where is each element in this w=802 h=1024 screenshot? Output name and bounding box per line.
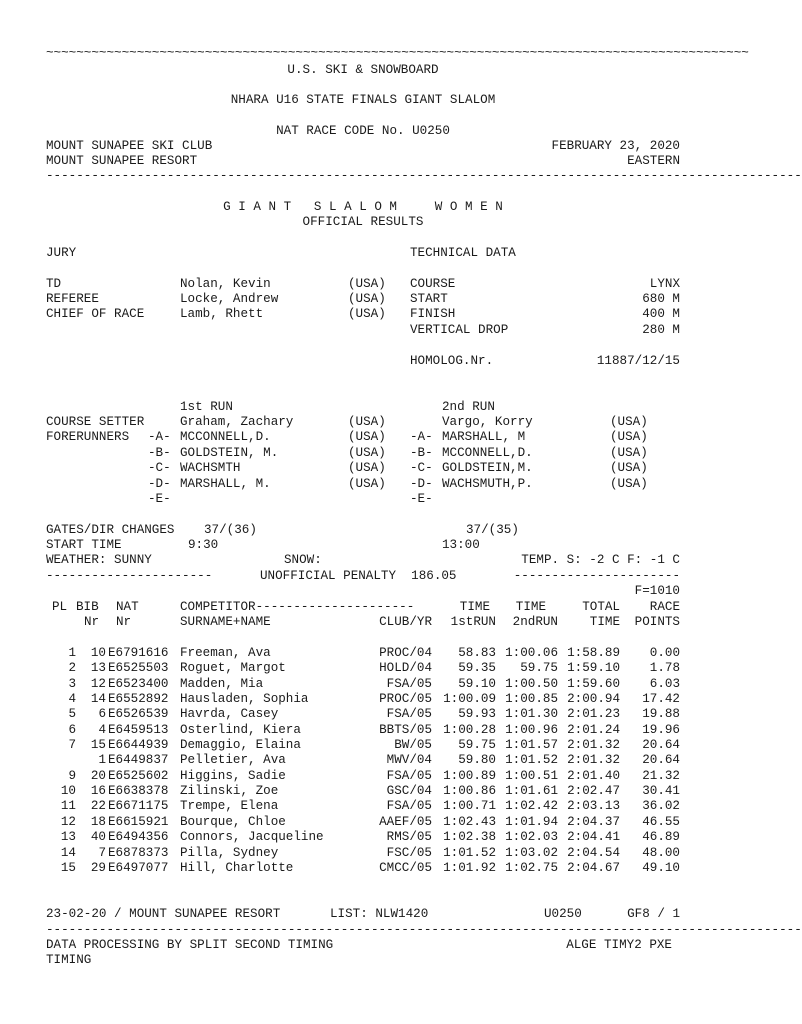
table-row bbox=[46, 769, 686, 784]
cell-points: 17.42 bbox=[642, 692, 680, 706]
cell-club: HOLD/04 bbox=[379, 661, 432, 675]
footer-list: LIST: NLW1420 bbox=[330, 907, 429, 921]
homolog-row bbox=[46, 354, 686, 369]
setter1-name: Graham, Zachary bbox=[180, 415, 294, 429]
cell-club: GSC/04 bbox=[386, 784, 432, 798]
cell-bib: 6 bbox=[98, 707, 106, 721]
table-row bbox=[46, 815, 686, 830]
cell-club: MWV/04 bbox=[386, 753, 432, 767]
gates-row bbox=[46, 523, 686, 538]
col-nat: NAT bbox=[116, 600, 139, 614]
cell-nat-code: E6644939 bbox=[108, 738, 169, 752]
cell-bib: 16 bbox=[90, 784, 106, 798]
forerunner-code: -C- bbox=[410, 461, 433, 475]
forerunner-nation: (USA) bbox=[610, 446, 648, 460]
col-1strun: 1stRUN bbox=[450, 615, 496, 629]
timing-equipment: ALGE TIMY2 PXE bbox=[566, 938, 672, 952]
cell-bib: 12 bbox=[90, 677, 106, 691]
table-row bbox=[46, 753, 686, 768]
col-time2: TIME bbox=[515, 600, 546, 614]
run2-heading: 2nd RUN bbox=[442, 400, 495, 414]
footer-date-place: 23-02-20 / MOUNT SUNAPEE RESORT bbox=[46, 907, 281, 921]
cell-points: 20.64 bbox=[642, 738, 680, 752]
start-time-label: START TIME bbox=[46, 538, 122, 552]
cell-run2: 1:02.42 bbox=[505, 799, 558, 813]
cell-pl: 10 bbox=[60, 784, 76, 798]
cell-total: 2:01.32 bbox=[567, 753, 620, 767]
tech-label: FINISH bbox=[410, 307, 456, 321]
cell-competitor-name: Higgins, Sadie bbox=[180, 769, 286, 783]
cell-total: 2:00.94 bbox=[567, 692, 620, 706]
col-bib-nr: Nr bbox=[84, 615, 100, 629]
jury-member-name: Nolan, Kevin bbox=[180, 277, 271, 291]
col-2ndrun: 2ndRUN bbox=[512, 615, 558, 629]
cell-club: PROC/04 bbox=[379, 646, 432, 660]
cell-club: FSA/05 bbox=[386, 769, 432, 783]
forerunners-label: FORERUNNERS bbox=[46, 430, 130, 444]
penalty-row bbox=[46, 569, 686, 584]
cell-run2: 1:01.57 bbox=[505, 738, 558, 752]
cell-pl: 7 bbox=[68, 738, 76, 752]
cell-run1: 1:02.43 bbox=[443, 815, 496, 829]
cell-nat-code: E6523400 bbox=[108, 677, 169, 691]
forerunner-nation: (USA) bbox=[610, 430, 648, 444]
col-time: TIME bbox=[589, 615, 620, 629]
forerunner-name: GOLDSTEIN, M. bbox=[180, 446, 279, 460]
col-bib: BIB bbox=[76, 600, 99, 614]
cell-run1: 59.80 bbox=[458, 753, 496, 767]
cell-run1: 1:00.86 bbox=[443, 784, 496, 798]
cell-nat-code: E6459513 bbox=[108, 723, 169, 737]
cell-points: 21.32 bbox=[642, 769, 680, 783]
cell-club: AAEF/05 bbox=[379, 815, 432, 829]
race-code: NAT RACE CODE No. U0250 bbox=[276, 124, 450, 138]
cell-bib: 18 bbox=[90, 815, 106, 829]
table-row bbox=[46, 707, 686, 722]
tech-row bbox=[46, 323, 686, 338]
cell-points: 36.02 bbox=[642, 799, 680, 813]
cell-run1: 59.10 bbox=[458, 677, 496, 691]
cell-points: 19.96 bbox=[642, 723, 680, 737]
cell-competitor-name: Hausladen, Sophia bbox=[180, 692, 309, 706]
tech-value: 280 M bbox=[642, 323, 680, 337]
jury-role: TD bbox=[46, 277, 62, 291]
footer-page: GF8 / 1 bbox=[627, 907, 680, 921]
tech-value: 400 M bbox=[642, 307, 680, 321]
cell-points: 6.03 bbox=[649, 677, 680, 691]
cell-points: 20.64 bbox=[642, 753, 680, 767]
jury-heading: JURY bbox=[46, 246, 77, 260]
forerunner-code: -D- bbox=[148, 477, 171, 491]
forerunner-row bbox=[46, 477, 686, 492]
cell-bib: 4 bbox=[98, 723, 106, 737]
cell-nat-code: E6552892 bbox=[108, 692, 169, 706]
table-row bbox=[46, 861, 686, 876]
table-row bbox=[46, 646, 686, 661]
temperature: TEMP. S: -2 C F: -1 C bbox=[521, 553, 680, 567]
cell-nat-code: E6494356 bbox=[108, 830, 169, 844]
forerunner-code: -C- bbox=[148, 461, 171, 475]
cell-bib: 7 bbox=[98, 846, 106, 860]
cell-competitor-name: Zilinski, Zoe bbox=[180, 784, 279, 798]
cell-nat-code: E6615921 bbox=[108, 815, 169, 829]
region: EASTERN bbox=[627, 154, 680, 168]
table-row bbox=[46, 846, 686, 861]
jury-row bbox=[46, 292, 686, 307]
table-header-row bbox=[46, 600, 686, 615]
cell-run2: 1:01.52 bbox=[505, 753, 558, 767]
col-race: RACE bbox=[649, 600, 680, 614]
forerunner-row bbox=[46, 461, 686, 476]
col-surname: SURNAME+NAME bbox=[180, 615, 271, 629]
forerunner-nation: (USA) bbox=[610, 477, 648, 491]
cell-points: 1.78 bbox=[649, 661, 680, 675]
col-total: TOTAL bbox=[582, 600, 620, 614]
setter2-name: Vargo, Korry bbox=[442, 415, 533, 429]
cell-total: 1:59.60 bbox=[567, 677, 620, 691]
col-club: CLUB/YR bbox=[379, 615, 432, 629]
cell-run2: 1:03.02 bbox=[505, 846, 558, 860]
setter1-nation: (USA) bbox=[348, 415, 386, 429]
cell-competitor-name: Madden, Mia bbox=[180, 677, 264, 691]
cell-club: PROC/05 bbox=[379, 692, 432, 706]
org-name: U.S. SKI & SNOWBOARD bbox=[287, 63, 439, 77]
cell-bib: 29 bbox=[90, 861, 106, 875]
cell-bib: 13 bbox=[90, 661, 106, 675]
cell-club: FSA/05 bbox=[386, 677, 432, 691]
cell-nat-code: E6449837 bbox=[108, 753, 169, 767]
tech-value: LYNX bbox=[649, 277, 680, 291]
cell-competitor-name: Hill, Charlotte bbox=[180, 861, 294, 875]
cell-nat-code: E6791616 bbox=[108, 646, 169, 660]
table-row bbox=[46, 723, 686, 738]
cell-club: FSA/05 bbox=[386, 799, 432, 813]
forerunner-code: -E- bbox=[410, 492, 433, 506]
col-competitor: COMPETITOR--------------------- bbox=[180, 600, 415, 614]
cell-bib: 15 bbox=[90, 738, 106, 752]
cell-run2: 1:01.30 bbox=[505, 707, 558, 721]
table-row bbox=[46, 677, 686, 692]
club-name: MOUNT SUNAPEE SKI CLUB bbox=[46, 139, 213, 153]
table-row bbox=[46, 830, 686, 845]
cell-run2: 1:00.50 bbox=[505, 677, 558, 691]
table-row bbox=[46, 799, 686, 814]
footer-code: U0250 bbox=[544, 907, 582, 921]
setter-label: COURSE SETTER bbox=[46, 415, 145, 429]
cell-run2: 1:01.61 bbox=[505, 784, 558, 798]
forerunner-code: -A- bbox=[148, 430, 171, 444]
cell-run1: 59.93 bbox=[458, 707, 496, 721]
timing-label: TIMING bbox=[46, 953, 92, 967]
cell-pl: 3 bbox=[68, 677, 76, 691]
start-time-run2: 13:00 bbox=[442, 538, 480, 552]
cell-pl: 2 bbox=[68, 661, 76, 675]
cell-pl: 5 bbox=[68, 707, 76, 721]
cell-run1: 1:01.52 bbox=[443, 846, 496, 860]
homolog-label: HOMOLOG.Nr. bbox=[410, 354, 494, 368]
snow: SNOW: bbox=[284, 553, 322, 567]
cell-club: RMS/05 bbox=[386, 830, 432, 844]
gates-run1: 37/(36) bbox=[204, 523, 257, 537]
run1-heading: 1st RUN bbox=[180, 400, 233, 414]
discipline-title: G I A N T S L A L O M W O M E N bbox=[223, 200, 503, 214]
tech-label: VERTICAL DROP bbox=[410, 323, 509, 337]
jury-member-name: Locke, Andrew bbox=[180, 292, 279, 306]
cell-run1: 58.83 bbox=[458, 646, 496, 660]
cell-bib: 1 bbox=[98, 753, 106, 767]
gates-run2: 37/(35) bbox=[466, 523, 519, 537]
cell-pl: 13 bbox=[60, 830, 76, 844]
event-name: NHARA U16 STATE FINALS GIANT SLALOM bbox=[230, 93, 496, 107]
forerunner-name: MARSHALL, M bbox=[442, 430, 526, 444]
cell-pl: 11 bbox=[60, 799, 76, 813]
cell-bib: 20 bbox=[90, 769, 106, 783]
cell-bib: 10 bbox=[90, 646, 106, 660]
cell-pl: 15 bbox=[60, 861, 76, 875]
cell-nat-code: E6525602 bbox=[108, 769, 169, 783]
data-processing: DATA PROCESSING BY SPLIT SECOND TIMING bbox=[46, 938, 334, 952]
cell-competitor-name: Pelletier, Ava bbox=[180, 753, 286, 767]
homolog-value: 11887/12/15 bbox=[596, 354, 680, 368]
cell-run1: 1:01.92 bbox=[443, 861, 496, 875]
cell-competitor-name: Havrda, Casey bbox=[180, 707, 279, 721]
cell-total: 2:01.32 bbox=[567, 738, 620, 752]
forerunner-nation: (USA) bbox=[348, 430, 386, 444]
forerunner-name: WACHSMUTH,P. bbox=[442, 477, 533, 491]
jury-member-name: Lamb, Rhett bbox=[180, 307, 264, 321]
start-time-run1: 9:30 bbox=[188, 538, 219, 552]
cell-total: 1:58.89 bbox=[567, 646, 620, 660]
penalty-rule-right: ---------------------- bbox=[513, 569, 680, 583]
cell-nat-code: E6671175 bbox=[108, 799, 169, 813]
f-value: F=1010 bbox=[634, 584, 680, 598]
weather-row bbox=[46, 553, 686, 568]
footer-processing-row bbox=[46, 938, 686, 953]
cell-pl: 1 bbox=[68, 646, 76, 660]
tilde-rule: ~~~~~~~~~~~~~~~~~~~~~~~~~~~~~~~~~~~~~~~~~~~~~~~~~~~~~~~~~~~~~~~~~~~~~~~~~~~~~~~~~~~~~~~~~~~~~ bbox=[46, 46, 749, 60]
cell-total: 2:01.23 bbox=[567, 707, 620, 721]
cell-run2: 1:01.94 bbox=[505, 815, 558, 829]
cell-total: 2:04.67 bbox=[567, 861, 620, 875]
cell-total: 2:01.24 bbox=[567, 723, 620, 737]
tech-label: START bbox=[410, 292, 448, 306]
forerunner-nation: (USA) bbox=[610, 461, 648, 475]
cell-run1: 59.35 bbox=[458, 661, 496, 675]
footer-dash-rule: ---------------------------------------------------------------------------------------------------- bbox=[46, 923, 802, 937]
jury-row bbox=[46, 277, 686, 292]
cell-club: BBTS/05 bbox=[379, 723, 432, 737]
cell-run1: 1:00.89 bbox=[443, 769, 496, 783]
forerunner-name: WACHSMTH bbox=[180, 461, 241, 475]
cell-points: 0.00 bbox=[649, 646, 680, 660]
forerunner-row bbox=[46, 492, 686, 507]
technical-heading: TECHNICAL DATA bbox=[410, 246, 516, 260]
cell-points: 48.00 bbox=[642, 846, 680, 860]
col-pl: PL bbox=[52, 600, 68, 614]
cell-nat-code: E6526539 bbox=[108, 707, 169, 721]
cell-total: 2:02.47 bbox=[567, 784, 620, 798]
cell-run2: 1:00.85 bbox=[505, 692, 558, 706]
jury-role: CHIEF OF RACE bbox=[46, 307, 145, 321]
forerunner-nation: (USA) bbox=[348, 461, 386, 475]
forerunner-name: MCCONNELL,D. bbox=[180, 430, 271, 444]
cell-total: 2:01.40 bbox=[567, 769, 620, 783]
jury-nation: (USA) bbox=[348, 307, 386, 321]
dash-rule: ---------------------------------------------------------------------------------------------------- bbox=[46, 169, 802, 183]
cell-points: 46.55 bbox=[642, 815, 680, 829]
cell-run1: 1:00.28 bbox=[443, 723, 496, 737]
table-row bbox=[46, 692, 686, 707]
results-subtitle: OFFICIAL RESULTS bbox=[302, 215, 424, 229]
cell-total: 2:04.41 bbox=[567, 830, 620, 844]
cell-run1: 1:02.38 bbox=[443, 830, 496, 844]
cell-competitor-name: Pilla, Sydney bbox=[180, 846, 279, 860]
forerunner-code: -D- bbox=[410, 477, 433, 491]
gates-label: GATES/DIR CHANGES bbox=[46, 523, 175, 537]
forerunner-code: -B- bbox=[410, 446, 433, 460]
cell-total: 2:03.13 bbox=[567, 799, 620, 813]
jury-row bbox=[46, 307, 686, 322]
cell-run1: 59.75 bbox=[458, 738, 496, 752]
jury-nation: (USA) bbox=[348, 292, 386, 306]
table-header-row bbox=[46, 615, 686, 630]
penalty-rule-left: ---------------------- bbox=[46, 569, 213, 583]
cell-run1: 1:00.09 bbox=[443, 692, 496, 706]
forerunner-code: -A- bbox=[410, 430, 433, 444]
forerunner-row bbox=[46, 430, 686, 445]
cell-pl: 4 bbox=[68, 692, 76, 706]
cell-run2: 1:02.75 bbox=[505, 861, 558, 875]
cell-competitor-name: Roguet, Margot bbox=[180, 661, 286, 675]
cell-competitor-name: Bourque, Chloe bbox=[180, 815, 286, 829]
cell-pl: 9 bbox=[68, 769, 76, 783]
cell-nat-code: E6638378 bbox=[108, 784, 169, 798]
cell-run2: 59.75 bbox=[520, 661, 558, 675]
cell-total: 2:04.54 bbox=[567, 846, 620, 860]
cell-club: FSC/05 bbox=[386, 846, 432, 860]
forerunner-code: -E- bbox=[148, 492, 171, 506]
cell-bib: 40 bbox=[90, 830, 106, 844]
cell-total: 2:04.37 bbox=[567, 815, 620, 829]
cell-club: FSA/05 bbox=[386, 707, 432, 721]
cell-nat-code: E6497077 bbox=[108, 861, 169, 875]
cell-points: 30.41 bbox=[642, 784, 680, 798]
cell-competitor-name: Connors, Jacqueline bbox=[180, 830, 324, 844]
cell-competitor-name: Trempe, Elena bbox=[180, 799, 279, 813]
cell-bib: 22 bbox=[90, 799, 106, 813]
cell-run2: 1:00.51 bbox=[505, 769, 558, 783]
start-time-row bbox=[46, 538, 686, 553]
cell-run2: 1:00.06 bbox=[505, 646, 558, 660]
cell-bib: 14 bbox=[90, 692, 106, 706]
cell-run1: 1:00.71 bbox=[443, 799, 496, 813]
forerunner-code: -B- bbox=[148, 446, 171, 460]
table-row bbox=[46, 784, 686, 799]
setter2-nation: (USA) bbox=[610, 415, 648, 429]
weather: WEATHER: SUNNY bbox=[46, 553, 152, 567]
col-points: POINTS bbox=[634, 615, 680, 629]
cell-club: CMCC/05 bbox=[379, 861, 432, 875]
cell-pl: 12 bbox=[60, 815, 76, 829]
tech-label: COURSE bbox=[410, 277, 456, 291]
tech-value: 680 M bbox=[642, 292, 680, 306]
footer-row bbox=[46, 907, 686, 922]
forerunner-nation: (USA) bbox=[348, 477, 386, 491]
cell-nat-code: E6525503 bbox=[108, 661, 169, 675]
forerunner-nation: (USA) bbox=[348, 446, 386, 460]
cell-points: 49.10 bbox=[642, 861, 680, 875]
cell-competitor-name: Freeman, Ava bbox=[180, 646, 271, 660]
table-row bbox=[46, 661, 686, 676]
forerunner-name: MARSHALL, M. bbox=[180, 477, 271, 491]
forerunner-row bbox=[46, 446, 686, 461]
cell-run2: 1:00.96 bbox=[505, 723, 558, 737]
course-setter-row bbox=[46, 415, 686, 430]
penalty: UNOFFICIAL PENALTY 186.05 bbox=[260, 569, 457, 583]
jury-nation: (USA) bbox=[348, 277, 386, 291]
race-date: FEBRUARY 23, 2020 bbox=[551, 139, 680, 153]
table-row bbox=[46, 738, 686, 753]
resort-name: MOUNT SUNAPEE RESORT bbox=[46, 154, 198, 168]
cell-total: 1:59.10 bbox=[567, 661, 620, 675]
cell-pl: 14 bbox=[60, 846, 76, 860]
cell-points: 19.88 bbox=[642, 707, 680, 721]
forerunner-name: GOLDSTEIN,M. bbox=[442, 461, 533, 475]
cell-competitor-name: Demaggio, Elaina bbox=[180, 738, 301, 752]
jury-role: REFEREE bbox=[46, 292, 99, 306]
cell-pl: 6 bbox=[68, 723, 76, 737]
cell-nat-code: E6878373 bbox=[108, 846, 169, 860]
col-nat-nr: Nr bbox=[116, 615, 132, 629]
forerunner-name: MCCONNELL,D. bbox=[442, 446, 533, 460]
cell-club: BW/05 bbox=[394, 738, 432, 752]
col-time1: TIME bbox=[459, 600, 490, 614]
cell-run2: 1:02.03 bbox=[505, 830, 558, 844]
cell-points: 46.89 bbox=[642, 830, 680, 844]
cell-competitor-name: Osterlind, Kiera bbox=[180, 723, 301, 737]
